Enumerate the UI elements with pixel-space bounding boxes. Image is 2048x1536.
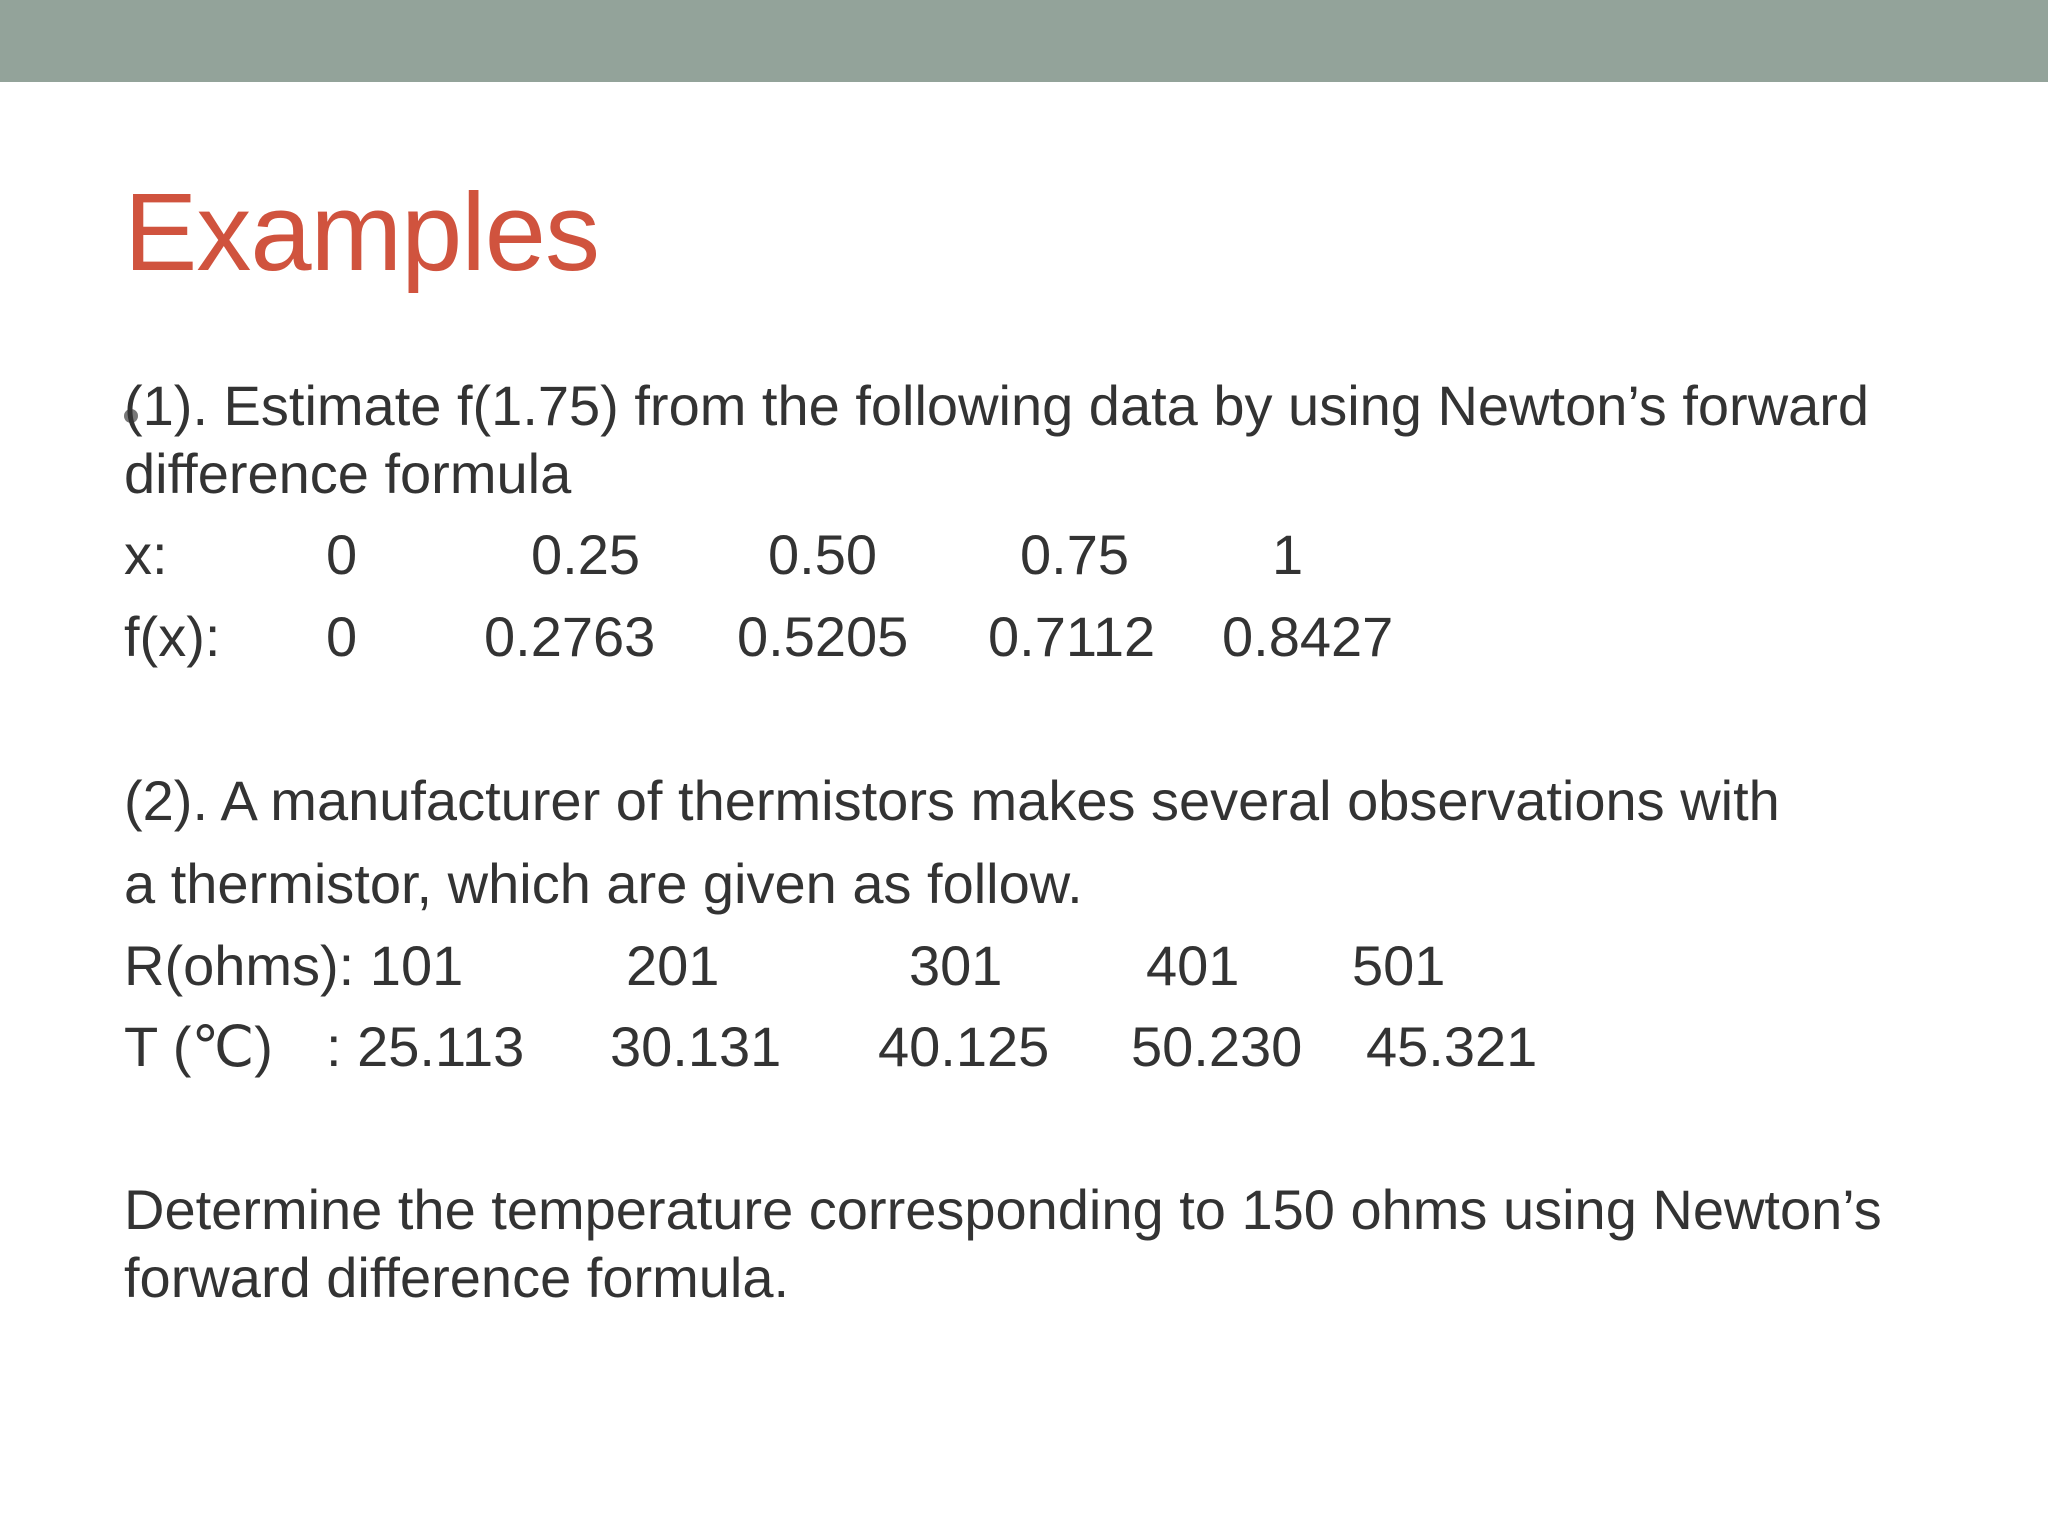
x-value: 0.50 (768, 523, 877, 586)
t-value: 40.125 (878, 1015, 1050, 1078)
r-value: 501 (1352, 934, 1446, 997)
problem1-line1: (1). Estimate f(1.75) from the following data by using Newton’s forward (124, 374, 1870, 437)
problem2-line2: a thermistor, which are given as follow. (124, 852, 1083, 915)
t-value: : 25.113 (326, 1015, 525, 1078)
problem1-line2: difference formula (124, 442, 572, 505)
fx-value: 0 (326, 605, 358, 668)
r-row-label: R(ohms): 101 (124, 934, 464, 997)
r-value: 201 (626, 934, 720, 997)
fx-value: 0.2763 (484, 605, 656, 668)
problem2-question-line1: Determine the temperature corresponding to 150 ohms using Newton’s (124, 1178, 1882, 1241)
t-value: 30.131 (610, 1015, 782, 1078)
x-value: 0 (326, 523, 358, 586)
fx-value: 0.5205 (737, 605, 909, 668)
problem2-question-line2: forward difference formula. (124, 1246, 790, 1309)
t-row-label: T (℃) (124, 1015, 273, 1078)
x-value: 1 (1272, 523, 1304, 586)
t-value: 50.230 (1131, 1015, 1303, 1078)
r-value: 401 (1146, 934, 1240, 997)
fx-value: 0.8427 (1222, 605, 1394, 668)
top-accent-bar (0, 0, 2048, 82)
problem2-line1: (2). A manufacturer of thermistors makes several observations with (124, 769, 1780, 832)
r-value: 301 (909, 934, 1003, 997)
fx-row-label: f(x): (124, 605, 221, 668)
x-row-label: x: (124, 523, 168, 586)
x-value: 0.75 (1020, 523, 1129, 586)
t-value: 45.321 (1366, 1015, 1538, 1078)
slide-title: Examples (124, 171, 599, 294)
fx-value: 0.7112 (988, 605, 1156, 668)
x-value: 0.25 (531, 523, 640, 586)
